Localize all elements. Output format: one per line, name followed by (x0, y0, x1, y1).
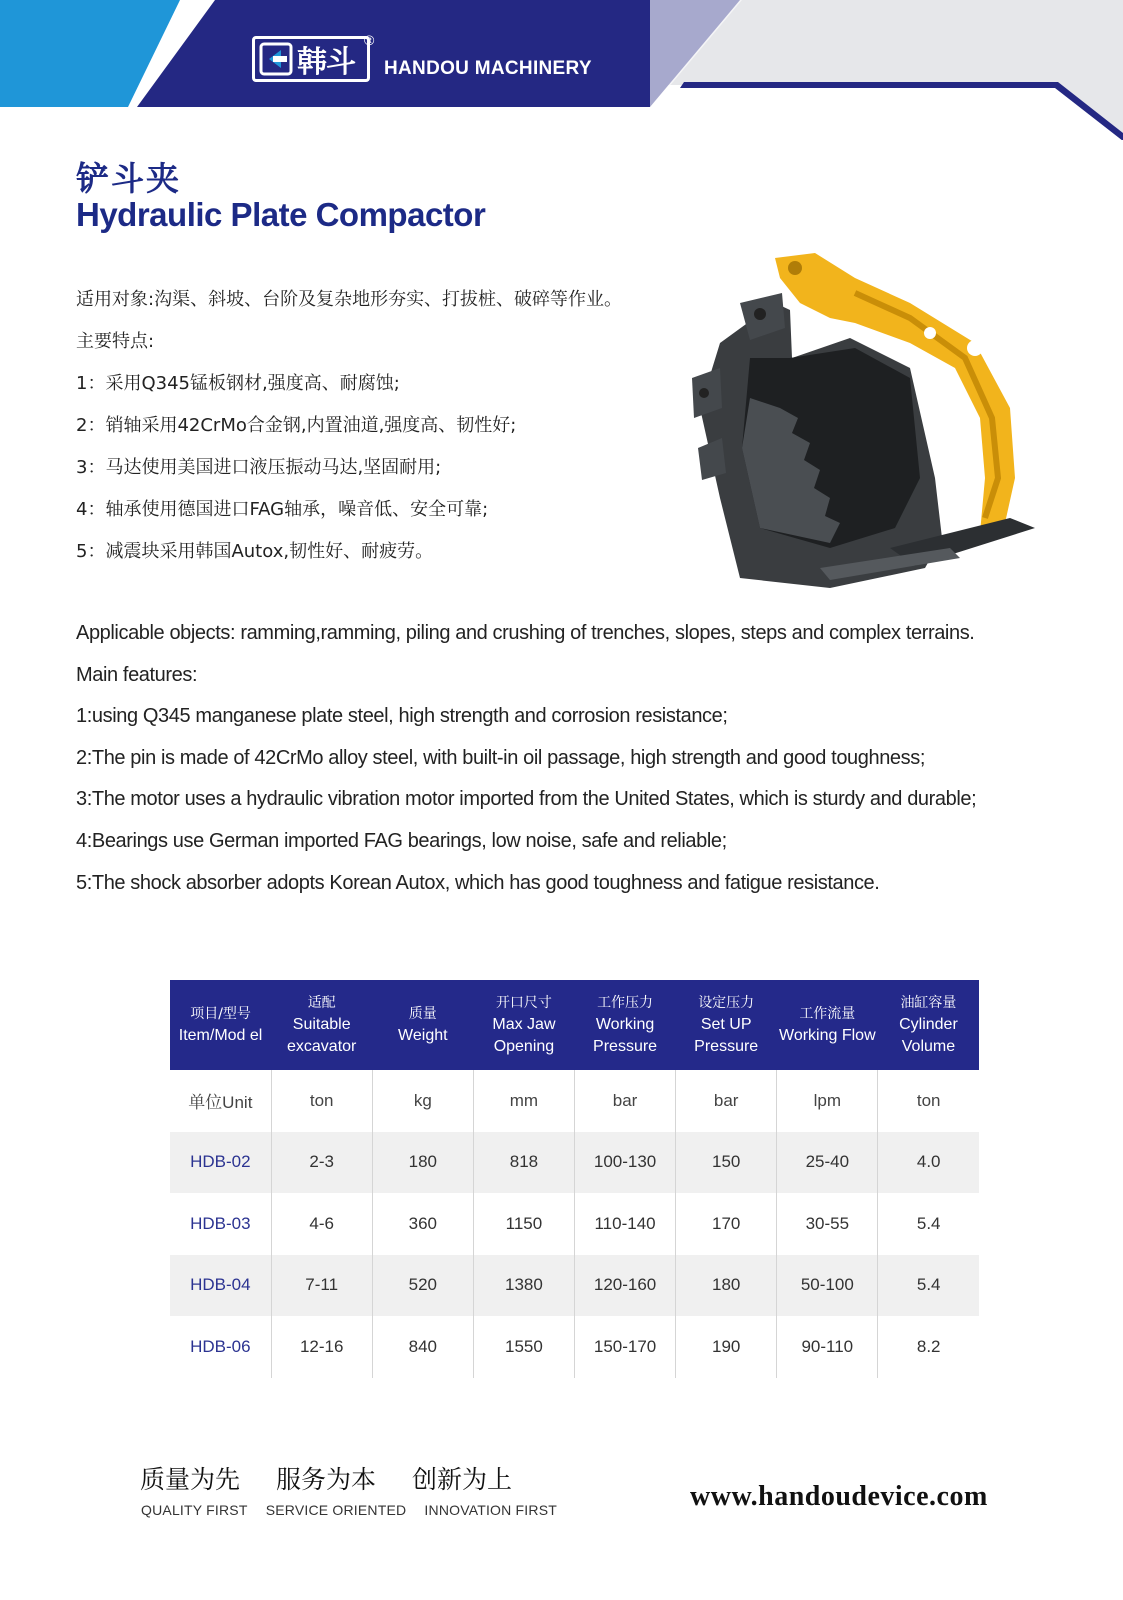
slogan-en-item: SERVICE ORIENTED (265, 1502, 407, 1518)
table-cell: 12-16 (271, 1316, 372, 1378)
cn-line: 适用对象:沟渠、斜坡、台阶及复杂地形夯实、打拔桩、破碎等作业。 (76, 289, 623, 310)
en-line: Main features: (76, 663, 198, 686)
cn-line: 主要特点: (76, 331, 155, 352)
header-item-model (170, 980, 271, 1070)
table-cell: 5.4 (916, 1213, 941, 1233)
table-cell: bar (676, 1070, 777, 1132)
table-row (170, 1255, 979, 1317)
header-en: Cylinder Volume (899, 1016, 958, 1055)
brand-name-cn: 韩斗 (297, 45, 355, 80)
table-cell: 90-110 (777, 1316, 878, 1378)
table-row (170, 1132, 979, 1194)
slogan-cn-item: 质量为先 (140, 1465, 241, 1494)
header-suitable-excavator (271, 980, 372, 1070)
table-unit-row (170, 1070, 979, 1132)
header-en: Weight (398, 1027, 448, 1044)
table-cell: 520 (372, 1255, 473, 1317)
table-cell: 1550 (473, 1316, 574, 1378)
header-cylinder-volume (878, 980, 979, 1070)
table-cell: 180 (372, 1132, 473, 1194)
en-line: 1:using Q345 manganese plate steel, high strength and corrosion resistance; (76, 705, 728, 728)
header-cn: 适配 (307, 995, 336, 1011)
table-cell: 100-130 (575, 1132, 676, 1194)
slogan-en-item: QUALITY FIRST (141, 1502, 248, 1518)
table-cell: ton (271, 1070, 372, 1132)
table-cell: 840 (372, 1316, 473, 1378)
table-cell: ton (916, 1090, 941, 1110)
table-cell: 818 (473, 1132, 574, 1194)
hydraulic-plate-compactor-image (680, 248, 1040, 598)
header-cn: 工作流量 (799, 1006, 856, 1022)
slogan-cn-item: 服务为本 (275, 1465, 376, 1494)
spec-table (170, 980, 979, 1378)
table-cell-model: HDB-06 (170, 1316, 271, 1378)
table-cell: 120-160 (575, 1255, 676, 1317)
table-cell: 8.2 (916, 1336, 941, 1356)
header-cn: 油缸容量 (900, 995, 957, 1011)
cn-line: 3：马达使用美国进口液压振动马达,坚固耐用; (76, 457, 442, 478)
cn-line: 4：轴承使用德国进口FAG轴承，噪音低、安全可靠; (76, 499, 489, 520)
website-url[interactable]: www.handoudevice.com (690, 1481, 988, 1512)
slogan-en (141, 1502, 571, 1518)
table-cell: 5.4 (878, 1255, 979, 1317)
table-cell: 4-6 (271, 1193, 372, 1255)
table-cell: bar (575, 1070, 676, 1132)
table-cell: kg (372, 1070, 473, 1132)
en-line: 2:The pin is made of 42CrMo alloy steel, with built-in oil passage, high strength and good toughness; (76, 746, 926, 769)
header-cn: 质量 (408, 1006, 437, 1022)
table-cell: 50-100 (777, 1255, 878, 1317)
table-cell: 150-170 (575, 1316, 676, 1378)
table-row (170, 1316, 979, 1378)
table-cell: lpm (777, 1070, 878, 1132)
header-en: Max Jaw Opening (492, 1016, 556, 1055)
registered-mark: ® (364, 32, 375, 48)
table-cell: 2-3 (271, 1132, 372, 1194)
description-en (76, 620, 1076, 911)
table-cell: 150 (676, 1132, 777, 1194)
table-cell: 1150 (473, 1193, 574, 1255)
table-cell: 30-55 (777, 1193, 878, 1255)
table-cell: 180 (676, 1255, 777, 1317)
en-line: Applicable objects: ramming,ramming, piling and crushing of trenches, slopes, steps and complex terrains. (76, 622, 975, 644)
cn-line: 2：销轴采用42CrMo合金钢,内置油道,强度高、韧性好; (76, 415, 517, 436)
table-cell-model: HDB-02 (170, 1132, 271, 1194)
table-cell-model: HDB-03 (170, 1193, 271, 1255)
logo-badge (252, 36, 370, 82)
header-max-jaw-opening (473, 980, 574, 1070)
slogan-cn-item: 创新为上 (411, 1465, 512, 1494)
table-cell: 1380 (473, 1255, 574, 1317)
header-working-pressure (575, 980, 676, 1070)
table-cell: mm (473, 1070, 574, 1132)
en-line: 4:Bearings use German imported FAG bearings, low noise, safe and reliable; (76, 829, 727, 852)
table-cell: 110-140 (575, 1193, 676, 1255)
table-cell: 25-40 (777, 1132, 878, 1194)
header-setup-pressure (676, 980, 777, 1070)
header-weight (372, 980, 473, 1070)
table-cell: 4.0 (878, 1132, 979, 1194)
header-cn: 工作压力 (597, 995, 654, 1011)
table-cell: 单位Unit (170, 1070, 271, 1132)
en-line: 5:The shock absorber adopts Korean Autox, which has good toughness and fatigue resistance. (76, 871, 880, 894)
en-line: 3:The motor uses a hydraulic vibration motor imported from the United States, which is sturdy and durable; (76, 788, 977, 811)
table-row (170, 1193, 979, 1255)
page-title-en: Hydraulic Plate Compactor (76, 196, 486, 233)
header-en: Suitable excavator (287, 1016, 357, 1055)
logo-mark-icon (259, 42, 293, 76)
header-cn: 开口尺寸 (495, 995, 552, 1011)
header-en: Set UP Pressure (694, 1016, 759, 1055)
table-cell: 360 (372, 1193, 473, 1255)
header-cn: 设定压力 (698, 995, 755, 1011)
header-en: Working Pressure (593, 1016, 658, 1055)
description-cn (76, 287, 716, 581)
table-cell: 7-11 (271, 1255, 372, 1317)
cn-line: 1：采用Q345锰板钢材,强度高、耐腐蚀; (76, 373, 400, 394)
table-cell: 170 (676, 1193, 777, 1255)
brand-logo (252, 36, 592, 82)
header-working-flow (777, 980, 878, 1070)
header-en: Working Flow (779, 1027, 876, 1044)
slogan-en-item: INNOVATION FIRST (424, 1502, 557, 1518)
brand-name-en: HANDOU MACHINERY (384, 58, 592, 79)
table-cell-model: HDB-04 (170, 1255, 271, 1317)
page-title-cn: 铲斗夹 (76, 159, 181, 198)
slogan-cn (140, 1460, 540, 1496)
table-header-row (170, 980, 979, 1070)
header-cn: 项目/型号 (190, 1006, 251, 1022)
table-cell: 190 (676, 1316, 777, 1378)
cn-line: 5：减震块采用韩国Autox,韧性好、耐疲劳。 (76, 541, 434, 562)
header-en: Item/Mod el (178, 1027, 263, 1044)
